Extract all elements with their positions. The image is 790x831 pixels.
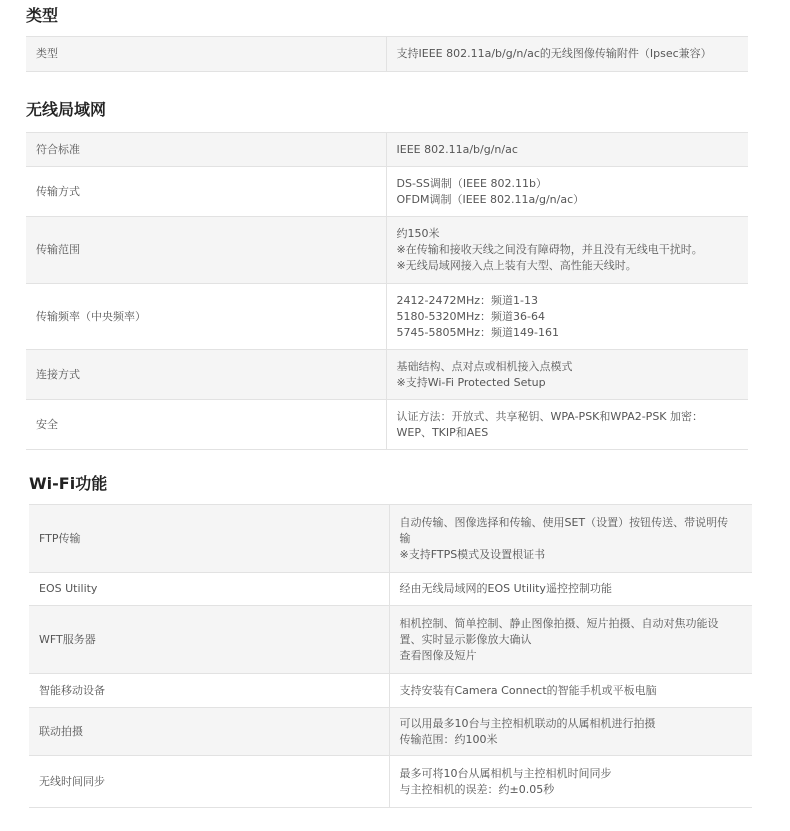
spec-value <box>386 167 748 217</box>
spec-value-line: ※支持Wi-Fi Protected Setup <box>396 375 546 389</box>
spec-value <box>386 284 748 350</box>
spec-value <box>389 708 752 756</box>
spec-table-wifi <box>29 504 752 808</box>
spec-label: WFT服务器 <box>29 606 389 674</box>
spec-value-line: 与主控相机的误差：约±0.05秒 <box>399 782 555 796</box>
spec-table-wlan <box>26 132 748 450</box>
spec-value <box>389 674 752 708</box>
spec-value-line: 最多可将10台从属相机与主控相机时间同步 <box>399 766 612 780</box>
spec-label: 智能移动设备 <box>29 674 389 708</box>
spec-row <box>29 674 752 708</box>
spec-value-line: 查看图像及短片 <box>399 648 477 662</box>
spec-value <box>389 756 752 808</box>
spec-row <box>29 573 752 606</box>
spec-value <box>386 133 748 167</box>
spec-label: 联动拍摄 <box>29 708 389 756</box>
spec-value <box>386 400 748 450</box>
spec-value-line: 约150米 <box>396 227 440 240</box>
spec-value-line: 相机控制、简单控制、静止图像拍摄、短片拍摄、自动对焦功能设 <box>399 616 719 630</box>
spec-row <box>26 350 748 400</box>
spec-row <box>26 217 748 284</box>
spec-value-line: 5745-5805MHz：频道149-161 <box>396 325 559 339</box>
spec-value-line: 2412-2472MHz：频道1-13 <box>396 293 538 307</box>
spec-value-line: ※无线局域网接入点上装有大型、高性能天线时。 <box>396 259 637 272</box>
spec-value <box>386 350 748 400</box>
section-title-wlan: 无线局域网 <box>26 100 107 119</box>
spec-row <box>29 708 752 756</box>
spec-value-line: IEEE 802.11a/b/g/n/ac <box>396 142 518 156</box>
spec-row <box>26 167 748 217</box>
spec-value <box>389 606 752 674</box>
spec-label: 传输频率（中央频率） <box>26 284 386 350</box>
spec-value <box>386 217 748 284</box>
spec-row <box>29 505 752 573</box>
spec-value-line: DS-SS调制（IEEE 802.11b） <box>396 176 547 190</box>
spec-label: FTP传输 <box>29 505 389 573</box>
spec-value <box>386 37 748 72</box>
spec-value-line: 传输范围：约100米 <box>399 732 498 746</box>
spec-value <box>389 573 752 606</box>
spec-row <box>29 756 752 808</box>
spec-label: 类型 <box>26 37 386 72</box>
spec-row <box>26 133 748 167</box>
spec-value-line: 输 <box>399 531 411 545</box>
spec-label: 传输范围 <box>26 217 386 284</box>
section-title-type: 类型 <box>26 6 59 25</box>
spec-value-line: 经由无线局域网的EOS Utility遥控控制功能 <box>399 582 612 595</box>
spec-label: 符合标准 <box>26 133 386 167</box>
spec-label: 传输方式 <box>26 167 386 217</box>
spec-row <box>26 400 748 450</box>
spec-value <box>389 505 752 573</box>
spec-label: 连接方式 <box>26 350 386 400</box>
section-title-wifi: Wi-Fi功能 <box>29 474 108 493</box>
spec-value-line: ※支持FTPS模式及设置根证书 <box>399 547 546 561</box>
spec-row <box>29 606 752 674</box>
spec-label: EOS Utility <box>29 573 389 606</box>
spec-row <box>26 284 748 350</box>
spec-value-line: 置、实时显示影像放大确认 <box>399 632 532 646</box>
spec-value-line: 自动传输、图像选择和传输、使用SET（设置）按钮传送、带说明传 <box>399 515 729 529</box>
spec-value-line: 认证方法：开放式、共享秘钥、WPA-PSK和WPA2-PSK 加密： <box>396 409 704 423</box>
spec-value-line: 基础结构、点对点或相机接入点模式 <box>396 359 573 373</box>
spec-label: 无线时间同步 <box>29 756 389 808</box>
spec-value-line: 支持IEEE 802.11a/b/g/n/ac的无线图像传输附件（Ipsec兼容） <box>396 47 712 60</box>
spec-table-type <box>26 36 748 72</box>
spec-value-line: ※在传输和接收天线之间没有障碍物，并且没有无线电干扰时。 <box>396 243 703 256</box>
spec-row <box>26 37 748 72</box>
spec-value-line: OFDM调制（IEEE 802.11a/g/n/ac） <box>396 192 585 206</box>
spec-value-line: 5180-5320MHz：频道36-64 <box>396 309 545 323</box>
spec-label: 安全 <box>26 400 386 450</box>
spec-value-line: 支持安装有Camera Connect的智能手机或平板电脑 <box>399 683 657 697</box>
spec-value-line: WEP、TKIP和AES <box>396 425 489 439</box>
spec-value-line: 可以用最多10台与主控相机联动的从属相机进行拍摄 <box>399 716 656 730</box>
